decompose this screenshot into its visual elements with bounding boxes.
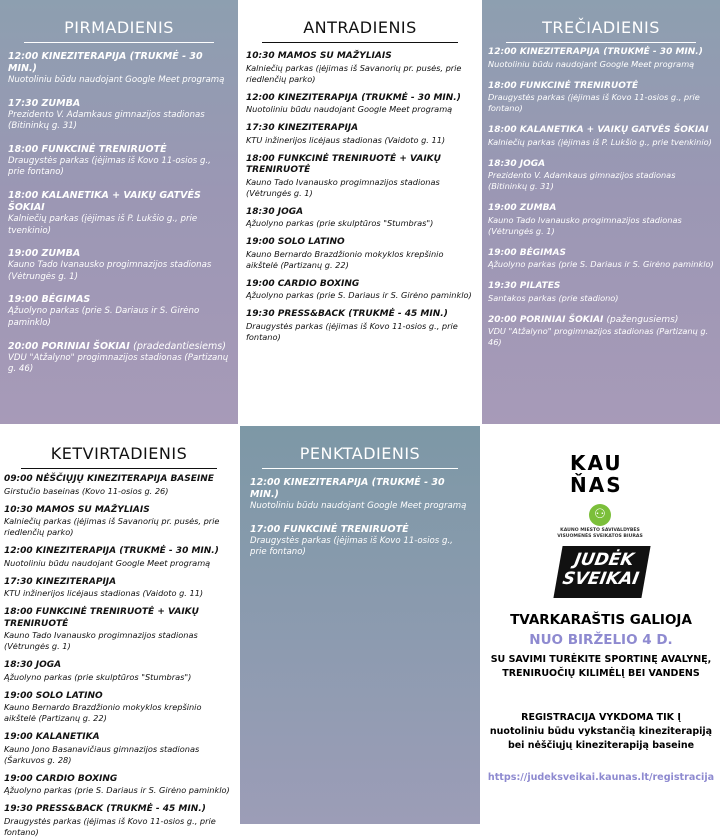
activity-location: Prezidento V. Adamkaus gimnazijos stadionas (Bitininkų g. 31): [488, 170, 676, 191]
activity-location: Kauno Tado Ivanausko progimnazijos stadionas (Vėtrungės g. 1): [488, 214, 682, 236]
schedule-entry: [4, 774, 234, 797]
activity-title: 19:00 SOLO LATINO: [246, 237, 345, 247]
activity-location: Ąžuolyno parkas (prie skulptūros "Stumbras"): [4, 671, 192, 682]
schedule-entry: [246, 279, 474, 302]
activity-title: 18:30 JOGA: [246, 206, 304, 217]
activity-location: Prezidento V. Adamkaus gimnazijos stadionas (Bitininkų g. 31): [8, 109, 205, 132]
activity-location: Nuotoliniu būdu naudojant Google Meet programą: [8, 75, 225, 85]
schedule-entry: [246, 207, 474, 230]
bring-notice: SU SAVIMI TURĖKITE SPORTINĘ AVALYNĘ, TRENIRUOČIŲ KILIMĖLĮ BEI VANDENS: [490, 654, 712, 679]
activity-location: Nuotoliniu būdu naudojant Google Meet programą: [488, 58, 695, 69]
schedule-entry: [488, 47, 714, 70]
schedule-entry: [4, 505, 234, 539]
activity-location: Girstučio baseinas (Kovo 11-osios g. 26): [4, 485, 169, 496]
activity-title: 12:00 KINEZITERAPIJA (TRUKMĖ - 30 MIN.): [4, 546, 219, 556]
activity-title: 12:00 KINEZITERAPIJA (TRUKMĖ - 30 MIN.): [8, 51, 203, 74]
activity-title: 19:00 BĖGIMAS: [488, 247, 566, 258]
vsb-logo: ⚇ KAUNO MIESTO SAVIVALDYBĖS VISUOMENĖS SVEIKATOS BIURAS: [548, 504, 652, 539]
activity-title: 10:30 MAMOS SU MAŽYLIAIS: [4, 504, 150, 515]
activity-location: VDU "Atžalyno" progimnazijos stadionas (Partizanų g. 46): [488, 326, 709, 347]
schedule-valid-heading: TVARKARAŠTIS GALIOJA: [510, 612, 692, 628]
activity-location: Draugystės parkas (įėjimas iš Kovo 11-osios g., prie fontano): [246, 320, 458, 342]
schedule-entry: [8, 190, 230, 237]
activity-title: 20:00 PORINIAI ŠOKIAI (pradedantiesiems): [8, 340, 226, 352]
activity-title: 12:00 KINEZITERAPIJA (TRUKMĖ - 30 MIN.): [488, 47, 703, 57]
activity-title: 18:00 FUNKCINĖ TRENIRUOTĖ + VAIKŲ TRENIRUOTĖ: [246, 153, 441, 175]
activity-title: 19:00 ZUMBA: [8, 248, 81, 260]
activity-title: 17:30 KINEZITERAPIJA: [246, 123, 359, 133]
activity-location: Kalniečių parkas (įėjimas iš P. Lukšio g., prie tvenkinio): [8, 213, 198, 236]
schedule-entry: [488, 203, 714, 237]
activity-title: 19:00 CARDIO BOXING: [4, 773, 118, 784]
schedule-entry: [4, 577, 234, 600]
schedule-entry: [246, 123, 474, 146]
activity-location: Kauno Tado Ivanausko progimnazijos stadionas (Vėtrungės g. 1): [4, 630, 198, 651]
schedule-valid-date: NUO BIRŽELIO 4 D.: [529, 632, 673, 648]
schedule-entry: [246, 93, 474, 116]
activity-location: KTU inžinerijos licėjaus stadionas (Vaidoto g. 11): [246, 134, 446, 145]
day-divider: [21, 468, 217, 469]
schedule-entry: [250, 477, 470, 513]
activity-location: Ąžuolyno parkas (prie S. Dariaus ir S. Girėno paminklo): [488, 259, 714, 269]
day-divider: [24, 42, 214, 43]
activity-title: 17:00 FUNKCINĖ TRENIRUOTĖ: [250, 523, 409, 535]
activity-location: Kalniečių parkas (įėjimas iš Savanorių pr. pusės, prie riedlenčių parko): [4, 516, 220, 537]
people-icon: ⚇: [589, 504, 611, 526]
day-divider: [262, 42, 458, 43]
friday-panel: [240, 426, 480, 824]
activity-location: Nuotoliniu būdu naudojant Google Meet programą: [246, 104, 453, 114]
activity-location: Kauno Tado Ivanausko progimnazijos stadionas (Vėtrungės g. 1): [246, 176, 440, 198]
schedule-entry: [4, 660, 234, 683]
activity-location: Ąžuolyno parkas (prie S. Dariaus ir S. Girėno paminklo): [4, 785, 230, 795]
schedule-entry: [246, 154, 474, 199]
day-title: KETVIRTADIENIS: [50, 444, 188, 463]
activity-location: Kauno Bernardo Brazdžionio mokyklos krepšinio aikštelė (Partizanų g. 22): [4, 702, 202, 723]
activity-location: Draugystės parkas (įėjimas iš Kovo 11-osios g., prie fontano): [488, 92, 700, 113]
day-title: TREČIADIENIS: [542, 18, 660, 37]
activity-location: Draugystės parkas (įėjimas iš Kovo 11-osios g., prie fontano): [4, 815, 216, 837]
activity-title: 12:00 KINEZITERAPIJA (TRUKMĖ - 30 MIN.): [250, 477, 445, 500]
judek-sveikai-logo: JUDĖK SVEIKAI: [553, 546, 650, 598]
activity-title: 18:30 JOGA: [488, 158, 546, 169]
schedule-entry: [488, 159, 714, 193]
activity-title: 19:30 PRESS&BACK (TRUKMĖ - 45 MIN.): [246, 309, 448, 319]
activity-title: 18:30 JOGA: [4, 660, 62, 670]
schedule-entry: [8, 98, 230, 133]
activity-title: 18:00 KALANETIKA + VAIKŲ GATVĖS ŠOKIAI: [488, 125, 709, 135]
activity-title: 18:00 KALANETIKA + VAIKŲ GATVĖS ŠOKIAI: [8, 189, 201, 213]
schedule-entry: [488, 81, 714, 115]
activity-location: Ąžuolyno parkas (prie S. Dariaus ir S. Girėno paminklo): [246, 290, 472, 300]
activity-title: 17:30 KINEZITERAPIJA: [4, 576, 117, 587]
thursday-panel: [0, 426, 238, 837]
kaunas-logo: KAU ŇAS: [570, 451, 623, 497]
schedule-entry: [488, 125, 714, 148]
activity-location: KTU inžinerijos licėjaus stadionas (Vaidoto g. 11): [4, 588, 204, 598]
activity-title: 19:00 SOLO LATINO: [4, 690, 103, 701]
activity-location: Kalniečių parkas (įėjimas iš Savanorių pr. pusės, prie riedlenčių parko): [246, 62, 462, 84]
activity-location: Kauno Bernardo Brazdžionio mokyklos krepšinio aikštelė (Partizanų g. 22): [246, 248, 444, 270]
activity-location: Ąžuolyno parkas (prie skulptūros "Stumbras"): [246, 218, 434, 228]
activity-location: Draugystės parkas (įėjimas iš Kovo 11-osios g., prie fontano): [8, 155, 211, 178]
schedule-entry: [246, 309, 474, 343]
schedule-entry: [8, 341, 230, 376]
activity-location: Kauno Jono Basanavičiaus gimnazijos stadionas (Šarkuvos g. 28): [4, 743, 200, 765]
activity-title: 18:00 FUNKCINĖ TRENIRUOTĖ: [488, 80, 639, 91]
activity-location: Nuotoliniu būdu naudojant Google Meet programą: [250, 501, 467, 511]
schedule-entry: [4, 804, 234, 838]
schedule-entry: [4, 691, 234, 725]
schedule-entry: [8, 294, 230, 329]
day-title: PENKTADIENIS: [299, 444, 421, 463]
activity-location: Kalniečių parkas (įėjimas iš P. Lukšio g., prie tvenkinio): [488, 136, 712, 147]
monday-panel: [0, 0, 238, 424]
activity-title: 12:00 KINEZITERAPIJA (TRUKMĖ - 30 MIN.): [246, 92, 461, 103]
activity-title: 19:00 ZUMBA: [488, 203, 557, 213]
activity-title: 19:00 KALANETIKA: [4, 732, 100, 742]
activity-location: Draugystės parkas (įėjimas iš Kovo 11-osios g., prie fontano): [250, 535, 453, 558]
activity-location: Santakos parkas (prie stadiono): [488, 292, 619, 303]
activity-title: 18:00 FUNKCINĖ TRENIRUOTĖ: [8, 143, 167, 155]
schedule-entry: [4, 546, 234, 569]
activity-title: 17:30 ZUMBA: [8, 97, 81, 109]
schedule-entry: [488, 315, 714, 349]
activity-title: 19:30 PRESS&BACK (TRUKMĖ - 45 MIN.): [4, 804, 206, 814]
activity-location: Ąžuolyno parkas (prie S. Dariaus ir S. Girėno paminklo): [8, 306, 200, 328]
schedule-entry: [246, 51, 474, 85]
activity-title: 18:00 FUNKCINĖ TRENIRUOTĖ + VAIKŲ TRENIRUOTĖ: [4, 607, 199, 629]
activity-location: Kauno Tado Ivanausko progimnazijos stadionas (Vėtrungės g. 1): [8, 260, 212, 282]
activity-title: 19:30 PILATES: [488, 281, 561, 291]
schedule-entry: [8, 144, 230, 179]
activity-level: (pradedantiesiems): [133, 340, 226, 352]
schedule-entry: [488, 248, 714, 271]
activity-title: 19:00 BĖGIMAS: [8, 294, 91, 306]
activity-title: 19:00 CARDIO BOXING: [246, 278, 360, 289]
day-divider: [262, 468, 458, 469]
wednesday-panel: [482, 0, 720, 424]
schedule-entry: [8, 248, 230, 283]
activity-level: (pažengusiems): [606, 314, 679, 325]
day-title: PIRMADIENIS: [64, 18, 174, 37]
schedule-entry: [246, 237, 474, 271]
registration-link[interactable]: https://judeksveikai.kaunas.lt/registracija: [487, 772, 715, 783]
schedule-entry: [488, 281, 714, 304]
activity-title: 09:00 NĖŠČIŲJŲ KINEZITERAPIJA BASEINE: [4, 474, 214, 484]
day-divider: [506, 42, 696, 43]
activity-title: 20:00 PORINIAI ŠOKIAI (pažengusiems): [488, 314, 679, 325]
schedule-entry: [250, 524, 470, 559]
schedule-entry: [4, 607, 234, 652]
schedule-entry: [4, 474, 234, 497]
schedule-entry: [8, 51, 230, 87]
activity-location: VDU "Atžalyno" progimnazijos stadionas (Partizanų g. 46): [8, 352, 229, 375]
activity-title: 10:30 MAMOS SU MAŽYLIAIS: [246, 51, 392, 61]
registration-notice: REGISTRACIJA VYKDOMA TIK Į nuotoliniu būdu vykstančią kineziterapiją bei nėščiųjų kineziterapiją baseine: [489, 712, 713, 751]
activity-location: Nuotoliniu būdu naudojant Google Meet programą: [4, 557, 211, 568]
schedule-entry: [4, 732, 234, 766]
day-title: ANTRADIENIS: [303, 18, 417, 37]
tuesday-panel: [240, 0, 480, 424]
